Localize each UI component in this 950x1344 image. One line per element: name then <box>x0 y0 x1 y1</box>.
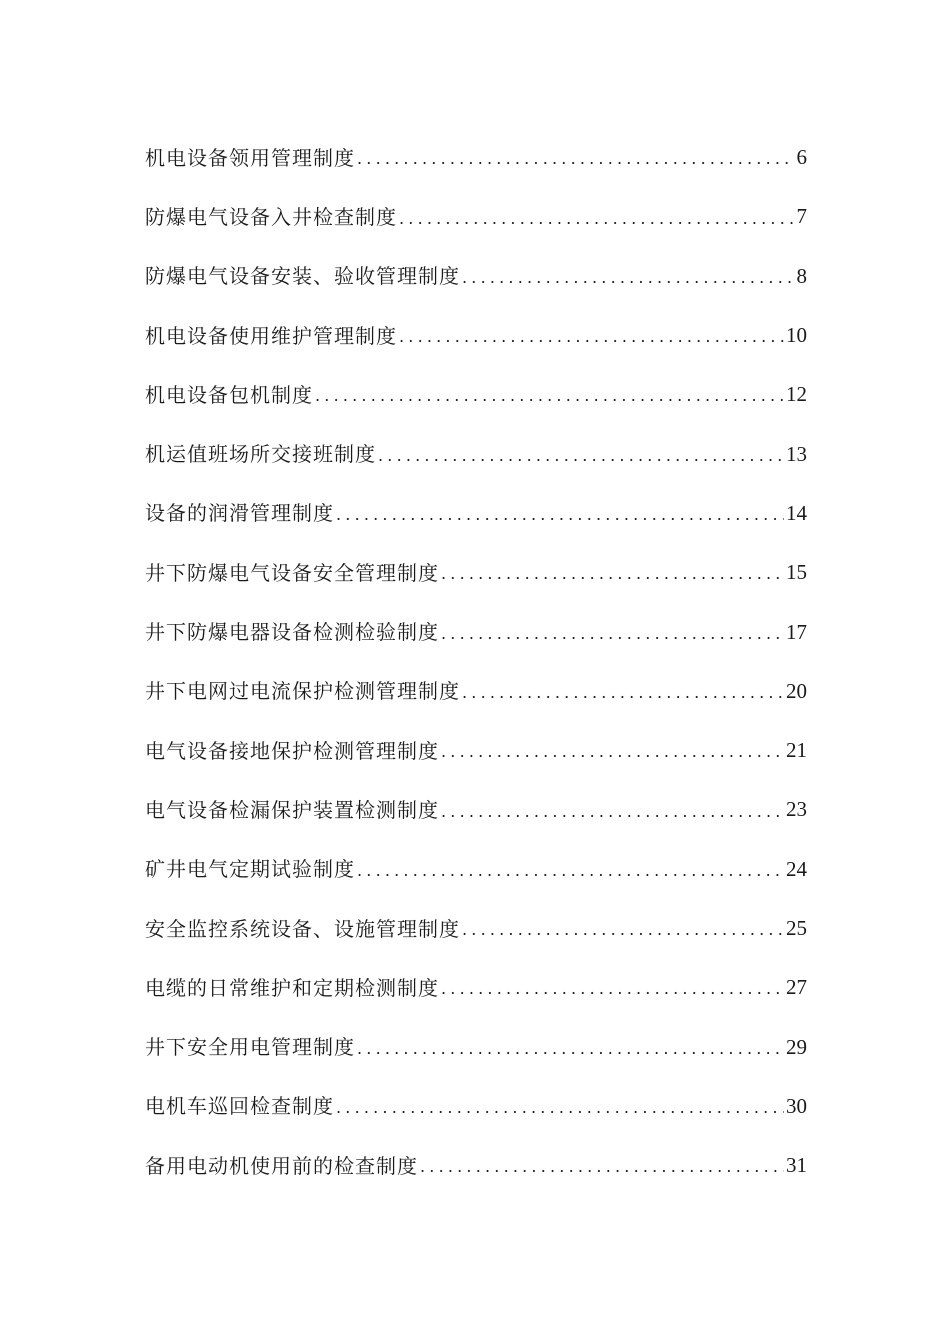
toc-entry-page-number: 23 <box>786 797 807 822</box>
toc-entry-title: 矿井电气定期试验制度 <box>145 857 355 882</box>
toc-entry-title: 井下防爆电气设备安全管理制度 <box>145 560 439 585</box>
toc-entry-title: 电机车巡回检查制度 <box>145 1094 334 1119</box>
table-of-contents <box>145 128 807 1195</box>
toc-entry-page-number: 13 <box>786 441 807 466</box>
toc-entry-title: 设备的润滑管理制度 <box>145 501 334 526</box>
toc-entry-page-number: 21 <box>786 738 807 763</box>
dot-leader <box>336 1100 784 1136</box>
toc-entry-page-number: 25 <box>786 916 807 940</box>
toc-entry[interactable] <box>145 247 807 306</box>
toc-entry-page-number: 15 <box>786 560 807 585</box>
toc-entry-title: 电缆的日常维护和定期检测制度 <box>145 975 439 1000</box>
toc-entry-title: 井下安全用电管理制度 <box>145 1035 355 1060</box>
toc-entry-page-number: 10 <box>786 323 807 348</box>
dot-leader <box>462 270 795 306</box>
dot-leader <box>441 804 784 840</box>
toc-entry-title: 机电设备领用管理制度 <box>145 145 355 170</box>
dot-leader <box>441 981 784 1017</box>
dot-leader <box>462 685 784 721</box>
toc-entry-page-number: 7 <box>796 204 807 229</box>
toc-entry-title: 安全监控系统设备、设施管理制度 <box>145 916 460 941</box>
dot-leader <box>336 507 784 543</box>
toc-entry[interactable] <box>145 365 807 424</box>
toc-entry-page-number: 6 <box>796 145 807 170</box>
toc-entry-title: 电气设备检漏保护装置检测制度 <box>145 797 439 822</box>
toc-entry[interactable] <box>145 721 807 780</box>
toc-entry[interactable] <box>145 424 807 483</box>
dot-leader <box>441 626 784 662</box>
dot-leader <box>315 388 784 424</box>
toc-entry[interactable] <box>145 840 807 899</box>
toc-entry-page-number: 12 <box>786 382 807 407</box>
toc-entry-page-number: 29 <box>786 1034 807 1059</box>
toc-entry-title: 机运值班场所交接班制度 <box>145 442 376 467</box>
toc-entry-title: 井下电网过电流保护检测管理制度 <box>145 679 460 704</box>
toc-entry[interactable] <box>145 958 807 1017</box>
dot-leader <box>357 1041 784 1077</box>
toc-entry[interactable] <box>145 128 807 187</box>
toc-entry[interactable] <box>145 899 807 958</box>
toc-entry[interactable] <box>145 543 807 602</box>
toc-entry-title: 防爆电气设备入井检查制度 <box>145 204 397 229</box>
dot-leader <box>357 863 784 899</box>
toc-entry-title: 防爆电气设备安装、验收管理制度 <box>145 264 460 289</box>
toc-entry[interactable] <box>145 1017 807 1076</box>
toc-entry[interactable] <box>145 780 807 839</box>
toc-entry[interactable] <box>145 306 807 365</box>
toc-entry-page-number: 31 <box>786 1153 807 1178</box>
toc-entry[interactable] <box>145 1136 807 1195</box>
dot-leader <box>399 211 795 247</box>
toc-entry-page-number: 17 <box>786 619 807 644</box>
toc-entry-page-number: 27 <box>786 975 807 1000</box>
toc-entry[interactable] <box>145 602 807 661</box>
toc-entry-title: 备用电动机使用前的检查制度 <box>145 1153 418 1178</box>
toc-entry-page-number: 30 <box>786 1093 807 1118</box>
dot-leader <box>441 744 784 780</box>
toc-entry[interactable] <box>145 187 807 246</box>
toc-entry-page-number: 24 <box>786 856 807 881</box>
dot-leader <box>462 922 784 958</box>
toc-entry-page-number: 8 <box>796 263 807 288</box>
toc-entry-title: 机电设备包机制度 <box>145 382 313 407</box>
toc-entry-title: 电气设备接地保护检测管理制度 <box>145 738 439 763</box>
toc-entry[interactable] <box>145 1077 807 1136</box>
dot-leader <box>399 329 784 365</box>
dot-leader <box>357 151 795 187</box>
dot-leader <box>420 1159 784 1195</box>
toc-entry[interactable] <box>145 484 807 543</box>
toc-entry-page-number: 20 <box>786 678 807 703</box>
dot-leader <box>378 448 784 484</box>
toc-entry[interactable] <box>145 662 807 721</box>
toc-entry-title: 井下防爆电器设备检测检验制度 <box>145 620 439 645</box>
toc-entry-title: 机电设备使用维护管理制度 <box>145 323 397 348</box>
dot-leader <box>441 566 784 602</box>
toc-entry-page-number: 14 <box>786 500 807 525</box>
